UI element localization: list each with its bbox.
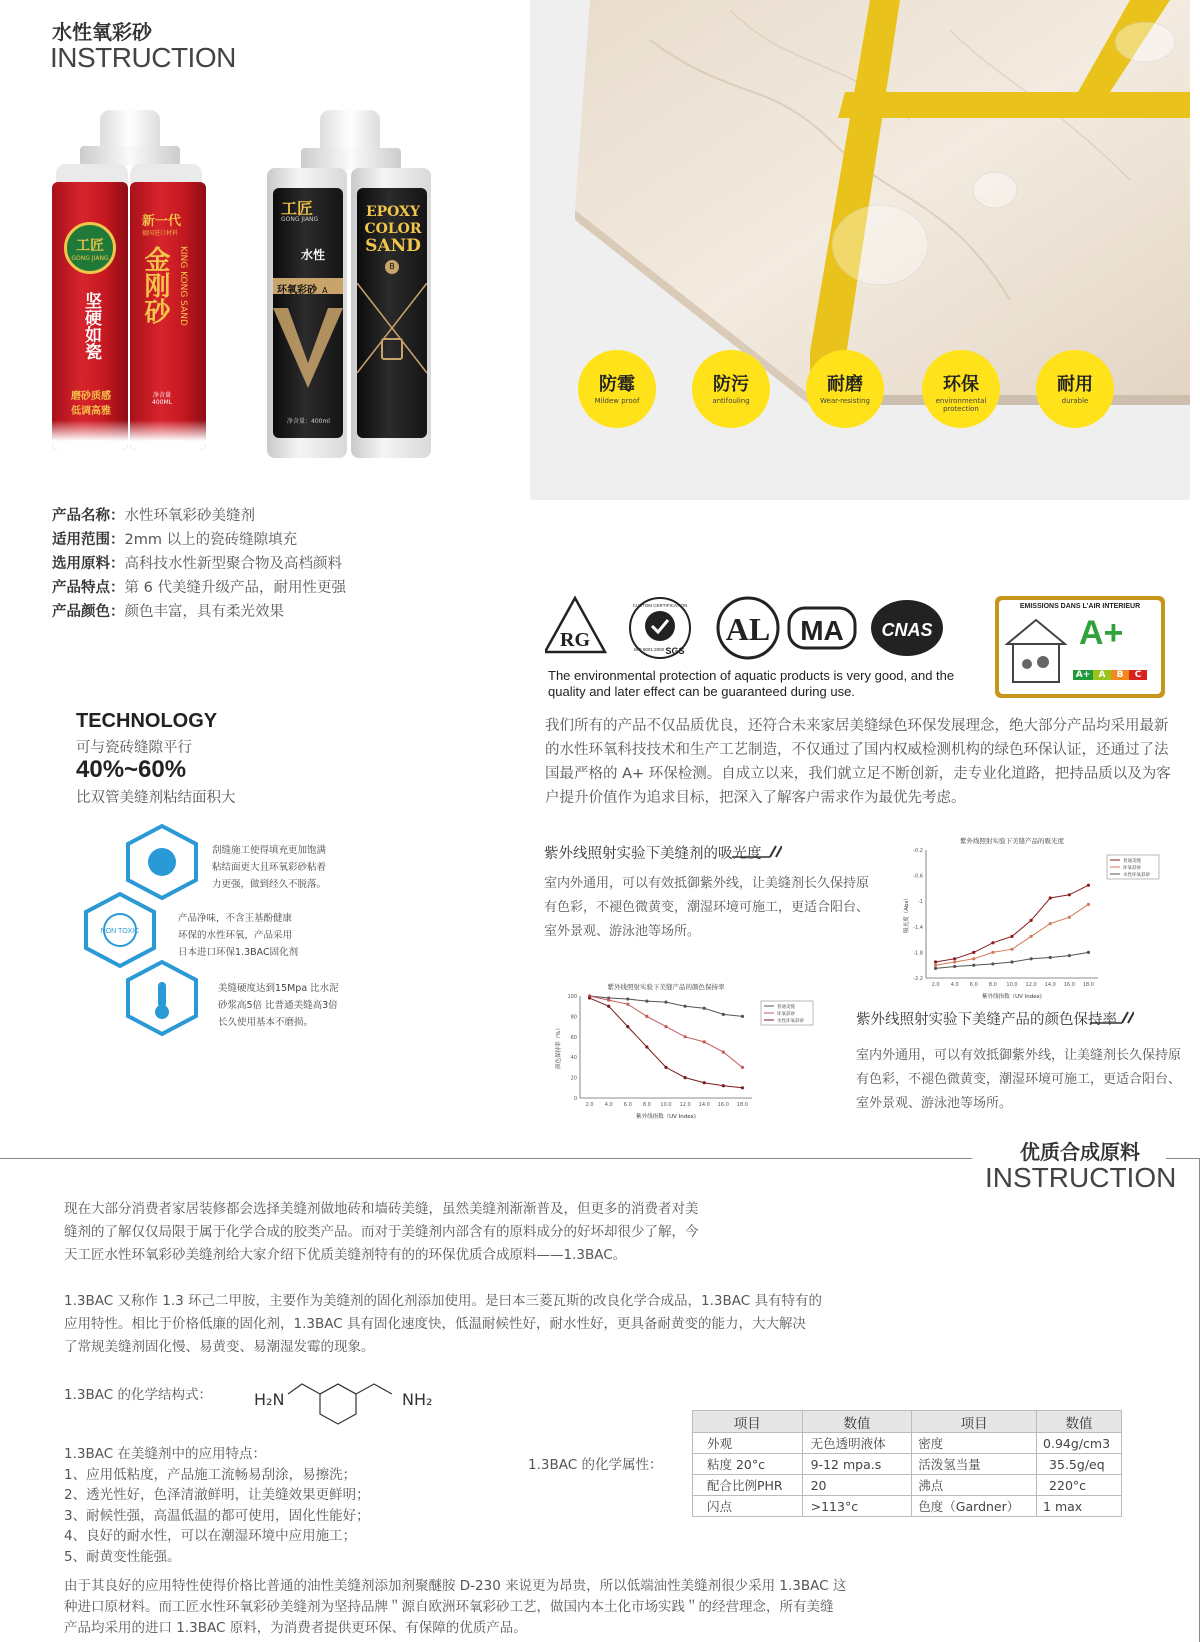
badge-eco	[922, 350, 1000, 428]
table-cell: 密度	[912, 1433, 1037, 1454]
black-water-label: 水性	[301, 248, 326, 262]
table-header-row	[693, 1411, 1122, 1433]
red-big-title: 金刚砂	[140, 246, 170, 324]
x-tick-label: 10.0	[660, 1102, 672, 1108]
formula-amine-right: NH₂	[402, 1390, 433, 1409]
legend-label: 普通美缝	[777, 1005, 795, 1010]
about-paragraph: 我们所有的产品不仅品质优良，还符合未来家居美缝绿色环保发展理念，绝大部分产品均采用最新的水性环氧科技技术和生产工艺制造，不仅通过了国内权威检测机构的绿色环保认证，还通过了法国最严格的 A+ 环保检测。自成立以来，我们就立足不断创新，走专业化道路，把持品质以及为客户提升价值作为追求目标，把深入了解客户需求作为最优先考虑。	[545, 718, 1171, 806]
uv-text-line: 室内外通用，可以有效抵御紫外线，让美缝剂长久保持原	[856, 1048, 1182, 1063]
data-point	[741, 1066, 744, 1069]
red-vertical-slogan: 坚硬如瓷	[81, 292, 101, 360]
data-point	[664, 1001, 667, 1004]
ma-label: MA	[800, 615, 844, 646]
technology-subtitle: 可与瓷砖缝隙平行	[76, 740, 192, 756]
al-label: AL	[725, 611, 771, 647]
data-point	[626, 1003, 629, 1006]
data-point	[722, 1013, 725, 1016]
spec-label: 适用范围：	[52, 532, 125, 548]
black-product-name: 环氧彩砂	[277, 285, 317, 296]
y-tick-label: 60	[570, 1034, 577, 1041]
y-tick-label: 0	[573, 1096, 577, 1102]
red-tag-1: 磨砂质感	[71, 391, 111, 402]
spec-value: 2mm 以上的瓷砖缝隙填充	[124, 532, 298, 548]
black-brand-pinyin: GONG JIANG	[281, 216, 319, 223]
table-cell: 35.5g/eq	[1037, 1454, 1122, 1475]
technology-subtitle-2: 比双管美缝剂粘结面积大	[76, 790, 236, 806]
spec-value: 水性环氧彩砂美缝剂	[124, 508, 255, 524]
table-cell: 9-12 mpa.s	[802, 1454, 912, 1475]
sgs-iso-label: ISO 9001:2000	[633, 647, 665, 652]
table-cell: 外观	[693, 1433, 803, 1454]
feature-item: 3、耐候性强，高温低温的都可使用，固化性能好；	[64, 1507, 370, 1524]
spec-value: 第 6 代美缝升级产品，耐用性更强	[124, 580, 346, 596]
black-logo-icon	[381, 338, 403, 360]
data-point	[934, 964, 937, 967]
data-point	[607, 1005, 610, 1008]
table-header: 项目	[912, 1411, 1037, 1433]
x-tick-label: 4.0	[604, 1102, 613, 1108]
sgs-cert-icon	[630, 598, 690, 658]
y-tick-label: -0.2	[913, 848, 923, 854]
y-tick-label: 20	[570, 1075, 577, 1082]
data-point	[684, 1035, 687, 1038]
data-point	[1030, 935, 1033, 938]
y-tick-label: 100	[567, 994, 577, 1000]
paragraph-line: 由于其良好的应用特性使得价格比普通的油性美缝剂添加剂聚醚胺 D-230 来说更为昂贵，所以低端油性美缝剂很少采用 1.3BAC 这	[64, 1578, 847, 1594]
page-title-en: INSTRUCTION	[50, 42, 236, 73]
sgs-ring-label: CUSTOM CERTIFICATION	[632, 603, 688, 608]
tech-note-3	[218, 980, 339, 1031]
al-cert-icon	[718, 598, 778, 658]
data-point	[741, 1086, 744, 1089]
spec-row	[52, 552, 346, 576]
slash-decoration-icon	[1090, 1010, 1134, 1024]
ma-cert-icon	[789, 608, 855, 648]
tech-note-line: 长久使用基本不磨损。	[218, 1017, 314, 1028]
rg-label: RG	[560, 629, 590, 651]
props-label: 1.3BAC 的化学属性：	[528, 1457, 663, 1473]
black-gold-chevron	[273, 308, 343, 408]
legend-label: 环氧彩砂	[1123, 866, 1141, 871]
cyclohexane-ring-icon	[250, 1370, 450, 1434]
legend-label: 普通美缝	[1123, 859, 1141, 864]
data-point	[722, 1051, 725, 1054]
y-tick-label: -1.4	[913, 924, 923, 931]
paragraph-line: 了常规美缝剂固化慢、易黄变、易潮湿发霉的现象。	[64, 1339, 375, 1355]
data-point	[626, 997, 629, 1000]
badge-en: Wear-resisting	[820, 397, 870, 405]
table-row	[693, 1496, 1122, 1517]
data-point	[1049, 956, 1052, 959]
aplus-grade: A+	[1079, 614, 1124, 652]
x-tick-label: 8.0	[642, 1102, 651, 1108]
grade-scale	[1073, 670, 1147, 680]
data-point	[741, 1015, 744, 1018]
legend-label: 水性环氧彩砂	[777, 1019, 804, 1024]
marble-tile-image	[530, 0, 1190, 500]
table-cell: 1 max	[1037, 1496, 1122, 1517]
cert-caption: The environmental protection of aquatic products is very good, and the quality and later effect can be guaranteed during use.	[548, 668, 955, 699]
data-point	[703, 1040, 706, 1043]
data-point	[1087, 884, 1090, 887]
black-gold-lines	[357, 283, 427, 383]
data-point	[1087, 903, 1090, 906]
table-cell: 配合比例PHR	[693, 1475, 803, 1496]
badge-durable	[1036, 350, 1114, 428]
table-cell: >113°c	[802, 1496, 912, 1517]
data-point	[953, 965, 956, 968]
x-tick-label: 6.0	[623, 1102, 632, 1108]
technology-title: TECHNOLOGY	[76, 710, 218, 732]
x-tick-label: 18.0	[736, 1102, 749, 1108]
non-toxic-hex-icon	[86, 894, 154, 966]
technology-percentage: 40%~60%	[76, 756, 187, 783]
data-point	[991, 951, 994, 954]
tech-note-line: 美缝硬度达到15Mpa 比水泥	[218, 983, 339, 994]
uv-text-line: 室内外通用，可以有效抵御紫外线，让美缝剂长久保持原	[544, 876, 870, 891]
color-retention-chart	[552, 980, 842, 1120]
spec-label: 产品名称：	[52, 508, 125, 524]
features-title: 1.3BAC 在美缝剂中的应用特点：	[64, 1446, 266, 1462]
data-point	[703, 1007, 706, 1010]
data-point	[991, 941, 994, 944]
legend-label: 环氧彩砂	[777, 1012, 795, 1017]
legend-label: 水性环氧彩砂	[1123, 873, 1150, 878]
table-header: 数值	[1037, 1411, 1122, 1433]
black-mark-a: A	[322, 286, 328, 295]
table-row	[693, 1454, 1122, 1475]
x-tick-label: 14.0	[1044, 982, 1056, 988]
table-cell: 闪点	[693, 1496, 803, 1517]
uv-text-line: 有色彩，不褪色微黄变，潮湿环境可施工，更适合阳台、	[544, 900, 870, 915]
black-title-color: COLOR	[364, 221, 422, 237]
tech-note-line: 产品净味，不含王基酚健康	[178, 913, 293, 924]
x-tick-label: 2.0	[931, 982, 940, 988]
red-brand-pinyin: GONG JIANG	[71, 255, 109, 262]
black-net: 净含量：400ml	[287, 418, 330, 425]
grade-aplus: A+	[1073, 670, 1093, 680]
x-tick-label: 4.0	[950, 982, 959, 988]
y-tick-label: -1.8	[913, 950, 923, 957]
y-tick-label: -0.6	[913, 873, 923, 880]
uv-text-line: 室外景观、游泳池等场所。	[544, 924, 701, 939]
x-tick-label: 14.0	[698, 1102, 710, 1108]
chart-title: 紫外线照射实验下美缝产品的颜色保持率	[607, 983, 725, 991]
badge-en: antifouling	[712, 397, 750, 405]
data-point	[645, 1045, 648, 1048]
cnas-label: CNAS	[881, 620, 933, 640]
tech-note-line: 砂浆高5倍 比普通美缝高3倍	[218, 1000, 338, 1011]
spec-row	[52, 576, 346, 600]
paragraph-line: 产品均采用的进口 1.3BAC 原料，为消费者提供更环保、有保障的优质产品。	[64, 1620, 527, 1636]
table-cell: 粘度 20°c	[693, 1454, 803, 1475]
data-point	[934, 967, 937, 970]
red-new-gen: 新一代	[142, 214, 182, 229]
table-cell: 20	[802, 1475, 912, 1496]
table-cell: 活泼氢当量	[912, 1454, 1037, 1475]
x-tick-label: 16.0	[1063, 982, 1075, 988]
cnas-cert-icon	[871, 600, 943, 656]
data-point	[1068, 954, 1071, 957]
data-point	[607, 998, 610, 1001]
chemical-structure	[250, 1370, 450, 1434]
red-net-label: 净含量	[152, 392, 171, 399]
sgs-label: SGS	[665, 646, 685, 656]
feature-item: 4、良好的耐水性，可以在潮湿环境中应用施工；	[64, 1528, 357, 1544]
uv-color-text	[856, 1044, 1181, 1116]
x-tick-label: 12.0	[1025, 982, 1037, 988]
red-en-vertical: KING KONG SAND	[178, 246, 188, 326]
spec-label: 产品特点：	[52, 580, 125, 596]
absorbance-chart	[900, 834, 1160, 1000]
badge-cn: 防霉	[599, 374, 635, 395]
data-point	[1030, 919, 1033, 922]
x-tick-label: 2.0	[585, 1102, 594, 1108]
badge-en: environmental protection	[935, 397, 987, 413]
y-axis-label: 吸光度（Abs）	[904, 895, 910, 933]
data-point	[664, 1066, 667, 1069]
data-point	[1010, 948, 1013, 951]
y-tick-label: -1	[918, 899, 923, 906]
badge-cn: 环保	[943, 374, 979, 395]
grade-b: B	[1111, 670, 1129, 680]
tech-note-line: 粘结面更大且环氧彩砂粘着	[212, 862, 327, 873]
spec-row	[52, 600, 346, 624]
data-point	[645, 1015, 648, 1018]
table-header: 项目	[693, 1411, 803, 1433]
table-row	[693, 1475, 1122, 1496]
tech-note-line: 刮缝施工使得填充更加饱满	[212, 845, 327, 856]
grade-c: C	[1129, 670, 1147, 680]
y-axis-label: 颜色保持率（%）	[556, 1025, 562, 1069]
emission-title: EMISSIONS DANS L'AIR INTERIEUR	[1019, 603, 1141, 610]
data-point	[1010, 960, 1013, 963]
paragraph-line: 1.3BAC 又称作 1.3 环己二甲胺，主要作为美缝剂的固化剂添加使用。是曰本三菱瓦斯的改良化学合成品，1.3BAC 具有特有的	[64, 1293, 822, 1309]
data-point	[588, 996, 591, 999]
black-product-image	[265, 110, 435, 470]
formula-amine-left: H₂N	[254, 1390, 285, 1409]
paragraph-line: 天工匠水性环氧彩砂美缝剂给大家介绍下优质美缝剂特有的的环保优质合成原料——1.3BAC。	[64, 1247, 627, 1263]
data-point	[722, 1084, 725, 1087]
data-point	[953, 960, 956, 963]
section2-title-en: INSTRUCTION	[985, 1162, 1177, 1193]
series-line	[590, 998, 743, 1088]
uv-color-title: 紫外线照射实验下美缝产品的颜色保持率	[856, 1012, 1117, 1028]
spec-label: 产品颜色：	[52, 604, 125, 620]
section2-paragraph-3	[64, 1576, 846, 1639]
badge-mildew	[578, 350, 656, 428]
y-tick-label: 40	[570, 1055, 577, 1062]
data-point	[664, 1025, 667, 1028]
data-point	[1049, 922, 1052, 925]
feature-item: 5、耐黄变性能强。	[64, 1548, 181, 1565]
tech-note-line: 环保的水性环氧，产品采用	[178, 930, 293, 941]
tech-note-2	[178, 910, 298, 961]
table-row	[693, 1433, 1122, 1454]
badge-cn: 耐用	[1057, 374, 1093, 395]
data-point	[972, 957, 975, 960]
grade-a: A	[1093, 670, 1111, 680]
emission-label	[995, 596, 1165, 698]
slash-decoration-icon	[732, 844, 782, 858]
data-point	[972, 964, 975, 967]
data-point	[684, 1005, 687, 1008]
x-tick-label: 18.0	[1082, 982, 1095, 988]
paragraph-line: 现在大部分消费者家居装修都会选择美缝剂做地砖和墙砖美缝，虽然美缝剂渐渐普及，但更多的消费者对美	[64, 1201, 699, 1217]
data-point	[1068, 893, 1071, 896]
table-cell: 色度（Gardner）	[912, 1496, 1037, 1517]
x-tick-label: 8.0	[988, 982, 997, 988]
table-cell: 0.94g/cm3	[1037, 1433, 1122, 1454]
virus-hex-icon	[128, 826, 196, 898]
series-line	[590, 996, 743, 1067]
uv-absorb-title: 紫外线照射实验下美缝剂的吸光度	[544, 846, 762, 862]
data-point	[626, 1025, 629, 1028]
uv-absorb-text	[544, 872, 869, 944]
table-cell: 220°c	[1037, 1475, 1122, 1496]
section2-paragraph-2	[64, 1290, 822, 1359]
data-point	[991, 962, 994, 965]
thermometer-hex-icon	[128, 962, 196, 1034]
data-point	[1068, 916, 1071, 919]
feature-item: 1、应用低粘度，产品施工流畅易刮涂，易擦洗；	[64, 1466, 357, 1483]
tech-note-line: 力更强，做到经久不脱落。	[212, 879, 327, 890]
badge-cn: 耐磨	[827, 374, 863, 395]
cert-logos	[545, 594, 965, 668]
x-axis-label: 紫外线指数（UV Index)	[636, 1114, 696, 1120]
data-point	[1087, 951, 1090, 954]
non-toxic-label: NON TOXIC	[100, 928, 140, 935]
y-tick-label: 80	[570, 1014, 577, 1021]
chemical-properties-table	[692, 1410, 1122, 1517]
badge-en: Mildew proof	[594, 397, 640, 405]
badge-wear	[806, 350, 884, 428]
rg-cert-icon	[545, 598, 605, 652]
features-list	[64, 1444, 370, 1567]
black-brand: 工匠	[281, 199, 314, 218]
table-cell: 沸点	[912, 1475, 1037, 1496]
black-title-epoxy: EPOXY	[365, 204, 420, 220]
chart-title: 紫外线照射实验下美缝产品的吸光度	[960, 837, 1064, 845]
formula-label: 1.3BAC 的化学结构式：	[64, 1387, 212, 1403]
badge-cn: 防污	[713, 374, 749, 395]
spec-value: 颜色丰富，具有柔光效果	[124, 604, 284, 620]
paragraph-line: 种进口原材料。而工匠水性环氧彩砂美缝剂为坚持品牌＂源自欧洲环氧彩砂工艺，做国内本土化市场实践＂的经营理念，所有美缝	[64, 1599, 834, 1615]
black-title-sand: SAND	[365, 236, 421, 256]
paragraph-line: 缝剂的了解仅仅局限于属于化学合成的胶类产品。而对于美缝剂内部含有的原料成分的好坏却很少了解，今	[64, 1224, 699, 1240]
data-point	[645, 1000, 648, 1003]
section2-paragraph-1	[64, 1198, 699, 1267]
data-point	[1010, 935, 1013, 938]
x-tick-label: 10.0	[1006, 982, 1018, 988]
spec-row	[52, 504, 346, 528]
table-header: 数值	[802, 1411, 912, 1433]
red-brand: 工匠	[76, 238, 104, 254]
house-icon	[1005, 616, 1067, 686]
x-tick-label: 12.0	[679, 1102, 691, 1108]
section2-title-cn: 优质合成原料	[1020, 1140, 1140, 1164]
x-axis-label: 紫外线指数（UV Index)	[982, 994, 1042, 1000]
series-line	[590, 996, 743, 1016]
spec-row	[52, 528, 346, 552]
uv-text-line: 有色彩，不褪色微黄变，潮湿环境可施工，更适合阳台、	[856, 1072, 1182, 1087]
x-tick-label: 16.0	[717, 1102, 729, 1108]
data-point	[934, 960, 937, 963]
table-cell: 无色透明液体	[802, 1433, 912, 1454]
badge-en: durable	[1061, 397, 1089, 405]
section-divider-right	[1166, 1158, 1200, 1159]
page-title-cn: 水性氧彩砂	[52, 20, 152, 44]
section-divider-left	[0, 1158, 972, 1159]
data-point	[972, 951, 975, 954]
data-point	[1049, 896, 1052, 899]
paragraph-line: 应用特性。相比于价格低廉的固化剂，1.3BAC 具有固化速度快，低温耐候性好，耐水性好，更具备耐黄变的能力，大大解决	[64, 1316, 806, 1332]
red-tag-2: 低调高雅	[71, 406, 111, 417]
data-point	[1030, 957, 1033, 960]
spec-value: 高科技水性新型聚合物及高档颜料	[124, 556, 342, 572]
y-tick-label: -2.2	[913, 976, 923, 982]
tech-note-1	[212, 842, 326, 893]
tech-note-line: 日本进口环保1.3BAC固化剂	[178, 947, 299, 958]
data-point	[684, 1076, 687, 1079]
red-imported: 德国进口材料	[142, 230, 179, 237]
product-specs	[52, 504, 346, 624]
black-mark-b: B	[385, 260, 399, 274]
feature-item: 2、透光性好，色泽清澈鲜明，让美缝效果更鲜明；	[64, 1487, 370, 1503]
red-volume: 400ML	[152, 399, 172, 406]
spec-label: 选用原料：	[52, 556, 125, 572]
badge-antifouling	[692, 350, 770, 428]
data-point	[953, 957, 956, 960]
red-product-image	[50, 110, 210, 460]
data-point	[703, 1081, 706, 1084]
uv-text-line: 室外景观、游泳池等场所。	[856, 1096, 1013, 1111]
x-tick-label: 6.0	[969, 982, 978, 988]
